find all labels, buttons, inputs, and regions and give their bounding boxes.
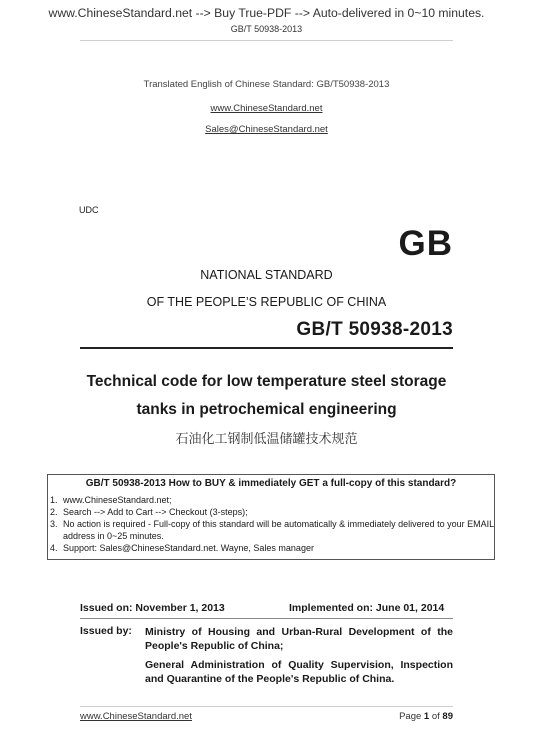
gb-mark: GB [398,224,453,263]
translation-note: Translated English of Chinese Standard: GB/T50938-2013 [143,79,390,90]
issuer-aqsiq: General Administration of Quality Supervision, Inspection and Quarantine of the People's Republic of China. [145,659,453,685]
header-divider [80,40,453,41]
title-line-2: tanks in petrochemical engineering [136,401,397,418]
footer-divider [80,706,453,707]
buy-step-3 [48,518,494,542]
page-prefix: Page [399,711,422,722]
header-standard-code: GB/T 50938-2013 [230,24,303,34]
implemented-date: Implemented on: June 01, 2014 [289,602,445,614]
step-number: 2. [50,507,58,517]
step-text: No action is required - Full-copy of this standard will be automatically & immediately delivered to your EMAIL address in 0~25 minutes. [63,519,494,541]
step-number: 4. [50,543,58,553]
buy-step-1 [48,494,494,506]
buy-step-2 [48,506,494,518]
udc-label: UDC [79,205,99,215]
website-row [0,98,533,116]
step-number: 3. [50,519,58,529]
dates-rule [80,618,453,619]
step-text: Support: Sales@ChineseStandard.net. Wayne, Sales manager [63,543,314,553]
footer-site-link[interactable]: www.ChineseStandard.net [80,711,192,722]
buy-info-box [47,474,495,560]
national-standard-heading: NATIONAL STANDARD [200,268,333,282]
page-of: of [431,711,440,722]
email-link[interactable]: Sales@ChineseStandard.net [205,124,328,135]
standard-code: GB/T 50938-2013 [296,319,453,340]
page-total: 89 [442,711,453,722]
step-text[interactable]: www.ChineseStandard.net; [63,495,172,505]
page-indicator [399,711,453,722]
step-text: Search --> Add to Cart --> Checkout (3-steps); [63,507,248,517]
page-number: 1 [423,711,430,722]
email-row [0,119,533,137]
header-banner: www.ChineseStandard.net --> Buy True-PDF --> Auto-delivered in 0~10 minutes. [48,6,485,20]
buy-step-4 [48,542,494,554]
issuer-ministry: Ministry of Housing and Urban-Rural Development of the People's Republic of China; [145,626,453,652]
issued-date: Issued on: November 1, 2013 [80,602,225,614]
website-link[interactable]: www.ChineseStandard.net [210,103,323,114]
republic-heading: OF THE PEOPLE’S REPUBLIC OF CHINA [146,295,387,309]
chinese-title: 石油化工钢制低温储罐技术规范 [175,432,358,447]
step-number: 1. [50,495,58,505]
title-line-1: Technical code for low temperature steel storage [86,373,447,390]
title-rule [80,347,453,349]
buy-steps-list [48,494,494,554]
buy-box-title: GB/T 50938-2013 How to BUY & immediately GET a full-copy of this standard? [85,478,457,489]
issued-by-label: Issued by: [80,625,132,637]
